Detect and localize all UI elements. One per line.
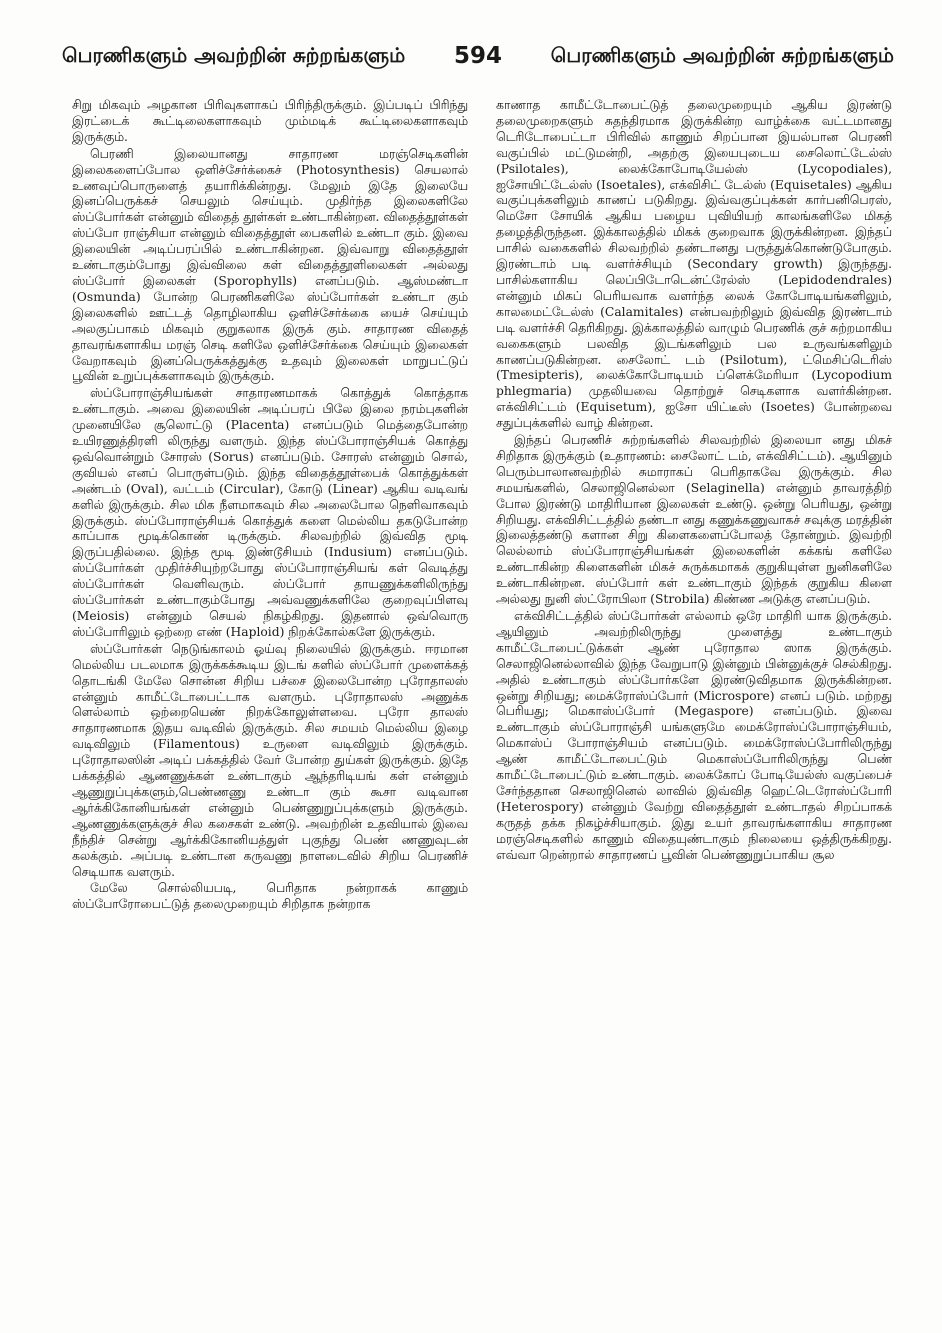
right-column	[496, 98, 892, 1288]
paragraph: ஸ்ப்போர்கள் நெடுங்காலம் ஓய்வு நிலையில் இருக்கும். ஈரமான மெல்லிய படலமாக இருக்கக்கூடிய இடங் களில் ஸ்ப்போர் முளைக்கத் தொடங்கி மேலே சொன்ன சிறிய பச்சை இலைபோன்ற புரோதாலஸ் என்னும் காமீட்டோபைட்டாக வளரும். புரோதாலஸ் அணுக்க ளெல்லாம் ஒற்றையெண் நிறக்கோலுள்ளவை. புரோ தாலஸ் சாதாரணமாக இதய வடிவில் இருக்கும். சில சமயம் மெல்லிய இழை வடிவிலும் (Filamentous) உருளை வடிவிலும் இருக்கும். புரோதாலஸின் அடிப் பக்கத்தில் வேர் போன்ற துய்கள் இருக்கும். இதே பக்கத்தில் ஆணணுக்கள் உண்டாகும் ஆந்தரிடியங் கள் என்னும் ஆணுறுப்புக்களும்,பெண்ணணு உண்டா கும் கூசா வடிவான ஆர்க்கிகோனியங்கள் என்னும் பெண்ணுறுப்புக்களும் இருக்கும். ஆணணுக்களுக்குச் சில கசைகள் உண்டு. அவற்றின் உதவியால் இவை நீந்திச் சென்று ஆர்க்கிகோனியத்துள் புகுந்து பெண் ணணுவுடன் கலக்கும். அப்படி உண்டான கருவணு நாளடைவில் சிறிய பெரணிச் செடியாக வளரும்.	[72, 641, 468, 879]
paragraph: மேலே சொல்லியபடி, பெரிதாக நன்றாகக் காணும் ஸ்ப்போரோபைட்டுத் தலைமுறையும் சிறிதாக நன்றாக	[72, 881, 468, 912]
running-title-right: பெரணிகளும் அவற்றின் சுற்றங்களும்	[550, 42, 894, 67]
paragraph: எக்விசிட்டத்தில் ஸ்ப்போர்கள் எல்லாம் ஒரே மாதிரி யாக இருக்கும். ஆயினும் அவற்றிலிருந்து முளைத்து உண்டாகும் காமீட்டோபைட்டுக்கள் ஆண் புரோதால ஸாக இருக்கும். செலாஜினெல்லாவில் இந்த வேறுபாடு இன்னும் பின்னுக்குச் செல்கிறது. அதில் உண்டாகும் ஸ்ப்போர்களே இரண்டுவிதமாக இருக்கின்றன. ஒன்று சிறியது; மைக்ரோஸ்ப்போர் (Microspore) எனப் படும். மற்றது பெரியது; மெகாஸ்ப்போர் (Megaspore) எனப்படும். இவை உண்டாகும் ஸ்ப்போராஞ்சி யங்களுமே மைக்ரோஸ்ப்போராஞ்சியம், மெகாஸ்ப் போராஞ்சியம் எனப்படும். மைக்ரோஸ்ப்போரிலிருந்து ஆண் காமீட்டோபைட்டும் மெகாஸ்ப்போரிலிருந்து பெண் காமீட்டோபைட்டும் உண்டாகும். லைக்கோப் போடியேல்ஸ் வகுப்பைச் சேர்ந்ததான செலாஜினெல் லாவில் இவ்வித ஹெட்டெரோஸ்ப்போரி (Heterospory) என்னும் வேற்று விதைத்தூள் உண்டாதல் சிறப்பாகக் கருதத் தக்க நிகழ்ச்சியாகும். இது உயர் தாவரங்களாகிய சாதாரண மரஞ்செடிகளில் காணும் விதையுண்டாகும் நிலையை ஒத்திருக்கிறது. எவ்வா றென்றால் சாதாரணப் பூவின் பெண்ணுறுப்பாகிய சூல	[496, 609, 892, 862]
paragraph: இந்தப் பெரணிச் சுற்றங்களில் சிலவற்றில் இலையா னது மிகச் சிறிதாக இருக்கும் (உதாரணம்: சைலோட் டம், எக்விசிட்டம்). ஆயினும் பெரும்பாலானவற்றில் சுமாராகப் பெரிதாகவே இருக்கும். சில சமயங்களில், செலாஜினெல்லா (Selaginella) என்னும் தாவரத்திற் போல இரண்டு மாதிரியான இலைகள் உண்டு. ஒன்று பெரியது, ஒன்று சிறியது. எக்விசிட்டத்தில் தண்டா னது கணுக்கணுவாகச் சவுக்கு மரத்தின் இலைத்தண்டு களான சிறு கிளைகளைப்போலத் தோன்றும். இவற்றி லெல்லாம் ஸ்ப்போராஞ்சியங்கள் இலைகளின் கக்கங் களிலே உண்டாகின்ற கிளைகளின் மிகச் சுருக்கமாகக் குறுகியுள்ள நுனிகளிலே உண்டாகின்றன. ஸ்ப்போர் கள் உண்டாகும் இந்தக் குறுகிய கிளை அல்லது நுனி ஸ்ட்ரோபிலா (Strobila) கிண்ண அடுக்கு எனப்படும்.	[496, 433, 892, 607]
left-column	[72, 98, 468, 1288]
paragraph: ஸ்ப்போராஞ்சியங்கள் சாதாரணமாகக் கொத்துக் கொத்தாக உண்டாகும். அவை இலையின் அடிப்பரப் பிலே இலை நரம்புகளின் முனையிலே சூலொட்டு (Placenta) எனப்படும் மெத்தைபோன்ற உயிரணுத்திரளி லிருந்து வளரும். இந்த ஸ்ப்போராஞ்சியக் கொத்து ஒவ்வொன்றும் சோரஸ் (Sorus) எனப்படும். சோரஸ் என்னும் சொல், குவியல் எனப் பொருள்படும். இந்த விதைத்தூள்பைக் கொத்துக்கள் அண்டம் (Oval), வட்டம் (Circular), கோடு (Linear) ஆகிய வடிவங் களில் இருக்கும். சில மிக நீளமாகவும் சில அலைபோல நெளிவாகவும் இருக்கும். ஸ்ப்போராஞ்சியக் கொத்துக் களை மெல்லிய தகடுபோன்ற காப்பாக மூடிக்கொண் டிருக்கும். சிலவற்றில் இவ்வித மூடி இருப்பதில்லை. இந்த மூடி இண்டூசியம் (Indusium) எனப்படும். ஸ்ப்போர்கள் முதிர்ச்சியுற்றபோது ஸ்ப்போராஞ்சியங் கள் வெடித்து ஸ்ப்போர்கள் வெளிவரும். ஸ்ப்போர் தாயணுக்களிலிருந்து ஸ்ப்போர்கள் உண்டாகும்போது அவ்வணுக்களிலே குறைவுப்பிளவு (Meiosis) என்னும் செயல் நிகழ்கிறது. இதனால் ஒவ்வொரு ஸ்ப்போரிலும் ஒற்றை எண் (Haploid) நிறக்கோல்களே இருக்கும்.	[72, 386, 468, 639]
paragraph: சிறு மிகவும் அழகான பிரிவுகளாகப் பிரிந்திருக்கும். இப்படிப் பிரிந்து இரட்டைக் கூட்டிலைகளாகவும் மும்மடிக் கூட்டிலைகளாகவும் இருக்கும்.	[72, 98, 468, 144]
paragraph: காணாத காமீட்டோபைட்டுத் தலைமுறையும் ஆகிய இரண்டு தலைமுறைகளும் சுதந்திரமாக இருக்கின்ற வாழ்க்கை வட்டமானது டெரிடோபைட்டா பிரிவில் காணும் சிறப்பான இயல்பான பெரணி வகுப்பில் மட்டுமன்றி, அதற்கு இயைபுடைய சைலொட்டேல்ஸ் (Psilotales), லைக்கோபோடியேல்ஸ் (Lycopodiales), ஐசோயிட்டேல்ஸ் (Isoetales), எக்விசிட் டேல்ஸ் (Equisetales) ஆகிய வகுப்புக்களிலும் காணப் படுகிறது. இவ்வகுப்புக்கள் கார்பனிபெரஸ், மெசோ சோயிக் ஆகிய பழைய புவியியற் காலங்களிலே மிகத் தழைத்திருந்தன. இக்காலத்தில் மிகக் குறைவாக இருக்கின்றன. இந்தப் பாசில் வகைகளில் சிலவற்றில் தண்டானது பருத்துக்கொண்டுபோகும். இரண்டாம் படி வளர்ச்சியும் (Secondary growth) இருந்தது. பாசில்களாகிய லெப்பிடோடென்ட்ரேல்ஸ் (Lepidodendrales) என்னும் மிகப் பெரியவாக வளர்ந்த லைக் கோபோடியங்களிலும், காலமைட்டேல்ஸ் (Calamitales) என்பவற்றிலும் இவ்வித இரண்டாம் படி வளர்ச்சி தெரிகிறது. இக்காலத்தில் வாழும் பெரணிக் குச் சுற்றமாகிய வகைகளும் பலவித இடங்களிலும் பல உருவங்களிலும் காணப்படுகின்றன. சைலோட் டம் (Psilotum), ட்மெசிப்டெரிஸ் (Tmesipteris), லைக்கோபோடியம் ப்ளெக்மேரியா (Lycopodium phlegmaria) முதலியவை தொற்றுச் செடிகளாக வளர்கின்றன. எக்விசிட்டம் (Equisetum), ஐசோ யிட்டீஸ் (Isoetes) போன்றவை சதுப்புக்களில் வாழ் கின்றன.	[496, 98, 892, 431]
page-number: 594	[453, 43, 502, 69]
running-title-left: பெரணிகளும் அவற்றின் சுற்றங்களும்	[62, 42, 406, 67]
paragraph: பெரணி இலையானது சாதாரண மரஞ்செடிகளின் இலைகளைப்போல ஒளிச்சேர்க்கைச் (Photosynthesis) செயலால் உணவுப்பொருளைத் தயாரிக்கின்றது. மேலும் இதே இலையே இனப்பெருக்கச் செயலும் செய்யும். முதிர்ந்த இலைகளிலே ஸ்ப்போர்கள் என்னும் விதைத் தூள்கள் உண்டாகின்றன. விதைத்தூள்கள் ஸ்ப்போ ராஞ்சியா என்னும் விதைத்தூள் பைகளில் உண்டா கும். இவை இலையின் அடிப்பரப்பில் உண்டாகின்றன. இவ்வாறு விதைத்தூள் உண்டாகும்போது இவ்விலை கள் விதைத்தூளிலைகள் அல்லது ஸ்ப்போர் இலைகள் (Sporophylls) எனப்படும். ஆஸ்மண்டா (Osmunda) போன்ற பெரணிகளிலே ஸ்ப்போர்கள் உண்டா கும் இலைகளில் ஊட்டத் தொழிலாகிய ஒளிச்சேர்க்கை யைச் செய்யும் அலகுப்பாகம் மிகவும் குறுகலாக இருக் கும். சாதாரண விதைத் தாவரங்களாகிய மரஞ் செடி களிலே ஒளிச்சேர்க்கை செய்யும் இலைகள் வேறாகவும் இனப்பெருக்கத்துக்கு உதவும் இலைகள் மாறுபட்டுப் பூவின் உறுப்புக்களாகவும் இருக்கும்.	[72, 146, 468, 384]
text-columns	[72, 98, 892, 1288]
running-header	[62, 36, 894, 76]
